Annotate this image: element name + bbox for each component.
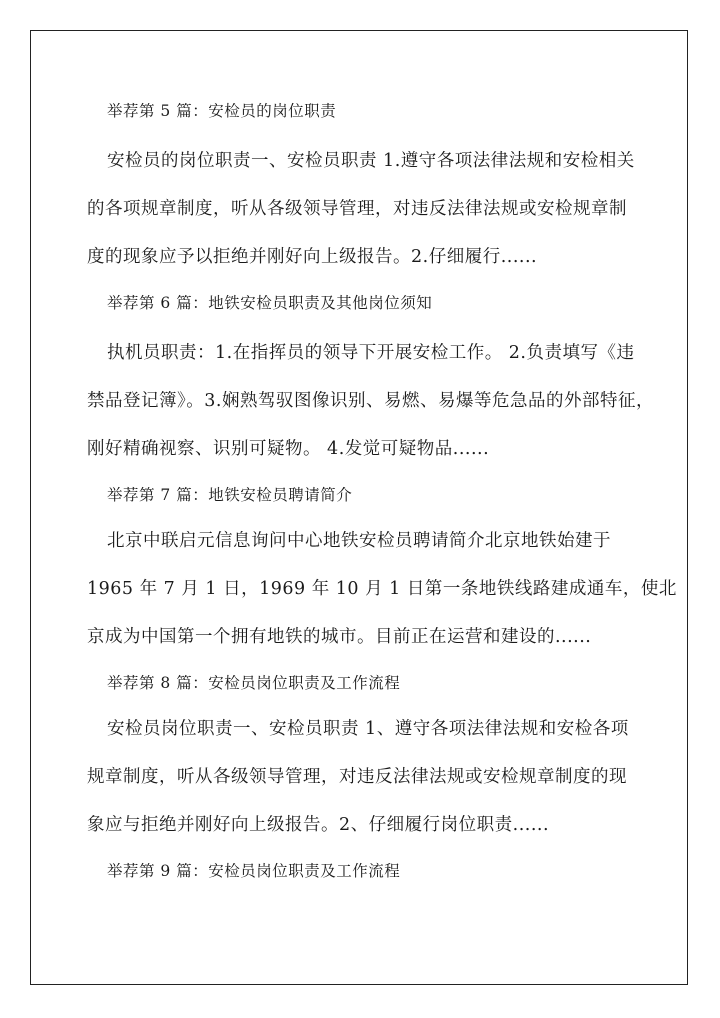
paragraph-line: 安检员岗位职责一、安检员职责 1、遵守各项法律法规和安检各项 [107,719,629,739]
section-heading-5: 举荐第 5 篇：安检员的岗位职责 [107,102,337,120]
section-heading-7: 举荐第 7 篇：地铁安检员聘请简介 [107,486,353,504]
paragraph-line: 执机员职责：1.在指挥员的领导下开展安检工作。 2.负责填写《违 [107,343,635,363]
paragraph-line: 规章制度，听从各级领导管理，对违反法律法规或安检规章制度的现 [87,767,627,787]
paragraph-line: 禁品登记簿》。3.娴熟驾驭图像识别、易燃、易爆等危急品的外部特征， [87,391,654,411]
paragraph-line: 北京中联启元信息询问中心地铁安检员聘请简介北京地铁始建于 [107,531,611,551]
page-border [30,30,688,985]
paragraph-line: 京成为中国第一个拥有地铁的城市。目前正在运营和建设的...... [87,627,592,647]
paragraph-line: 1965 年 7 月 1 日，1969 年 10 月 1 日第一条地铁线路建成通车，使北 [87,579,677,599]
paragraph-line: 刚好精确视察、识别可疑物。 4.发觉可疑物品...... [87,439,490,459]
section-heading-8: 举荐第 8 篇：安检员岗位职责及工作流程 [107,674,401,692]
paragraph-line: 象应与拒绝并刚好向上级报告。2、仔细履行岗位职责...... [87,815,550,835]
section-heading-6: 举荐第 6 篇：地铁安检员职责及其他岗位须知 [107,294,433,312]
paragraph-line: 安检员的岗位职责一、安检员职责 1.遵守各项法律法规和安检相关 [107,151,635,171]
paragraph-line: 度的现象应予以拒绝并刚好向上级报告。2.仔细履行...... [87,247,538,267]
paragraph-line: 的各项规章制度，听从各级领导管理，对违反法律法规或安检规章制 [87,199,627,219]
section-heading-9: 举荐第 9 篇：安检员岗位职责及工作流程 [107,862,401,880]
